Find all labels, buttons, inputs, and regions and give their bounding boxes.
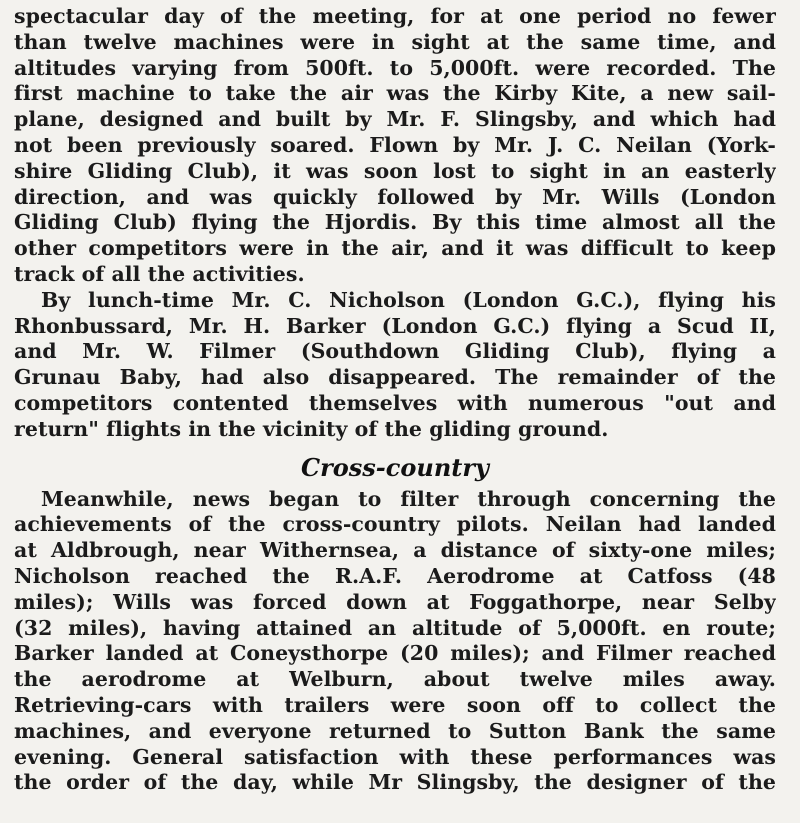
text-line: shire Gliding Club), it was soon lost to sight in an easterly [14, 158, 776, 183]
paragraph-lunch-time [14, 288, 776, 443]
text-line: at Aldbrough, near Withernsea, a distance of sixty-one miles; [14, 538, 776, 563]
text-line: Meanwhile, news began to filter through concerning the [41, 486, 776, 511]
article-page [14, 4, 776, 796]
text-line: evening. General satisfaction with these performances was [14, 744, 776, 769]
text-line: Barker landed at Coneysthorpe (20 miles); and Filmer reached [14, 641, 776, 666]
text-line: spectacular day of the meeting, for at one period no fewer [14, 4, 776, 28]
text-line: than twelve machines were in sight at the same time, and [14, 29, 776, 54]
paragraph-cross-country [14, 487, 776, 797]
text-line: achievements of the cross-country pilots. Neilan had landed [14, 512, 776, 537]
text-line: first machine to take the air was the Kirby Kite, a new sail- [14, 81, 776, 106]
text-line: machines, and everyone returned to Sutton Bank the same [14, 718, 776, 743]
text-line: and Mr. W. Filmer (Southdown Gliding Club), flying a [14, 339, 776, 364]
text-line: Retrieving-cars with trailers were soon off to collect the [14, 692, 776, 717]
text-line: (32 miles), having attained an altitude of 5,000ft. en route; [14, 615, 776, 640]
text-line: Nicholson reached the R.A.F. Aerodrome at Catfoss (48 [14, 563, 776, 588]
text-line: track of all the activities. [14, 261, 305, 286]
text-line: altitudes varying from 500ft. to 5,000ft. were recorded. The [14, 55, 776, 80]
text-line: Rhonbussard, Mr. H. Barker (London G.C.) flying a Scud II, [14, 313, 776, 338]
text-line: direction, and was quickly followed by Mr. Wills (London [14, 184, 776, 209]
text-line: not been previously soared. Flown by Mr. J. C. Neilan (York- [14, 132, 776, 157]
section-heading: Cross-country [301, 452, 489, 482]
text-line: plane, designed and built by Mr. F. Slingsby, and which had [14, 107, 776, 132]
paragraph-meeting-day [14, 4, 776, 288]
text-line: the order of the day, while Mr Slingsby, the designer of the [14, 770, 776, 795]
text-line: Gliding Club) flying the Hjordis. By this time almost all the [14, 210, 776, 235]
text-line: Grunau Baby, had also disappeared. The remainder of the [14, 365, 776, 390]
text-line: miles); Wills was forced down at Foggathorpe, near Selby [14, 589, 776, 614]
text-line: competitors contented themselves with numerous "out and [14, 390, 776, 415]
text-line: the aerodrome at Welburn, about twelve miles away. [14, 667, 776, 692]
text-line: other competitors were in the air, and it was difficult to keep [14, 236, 776, 261]
text-line: By lunch-time Mr. C. Nicholson (London G.C.), flying his [41, 287, 776, 312]
text-line: return" flights in the vicinity of the gliding ground. [14, 416, 609, 441]
